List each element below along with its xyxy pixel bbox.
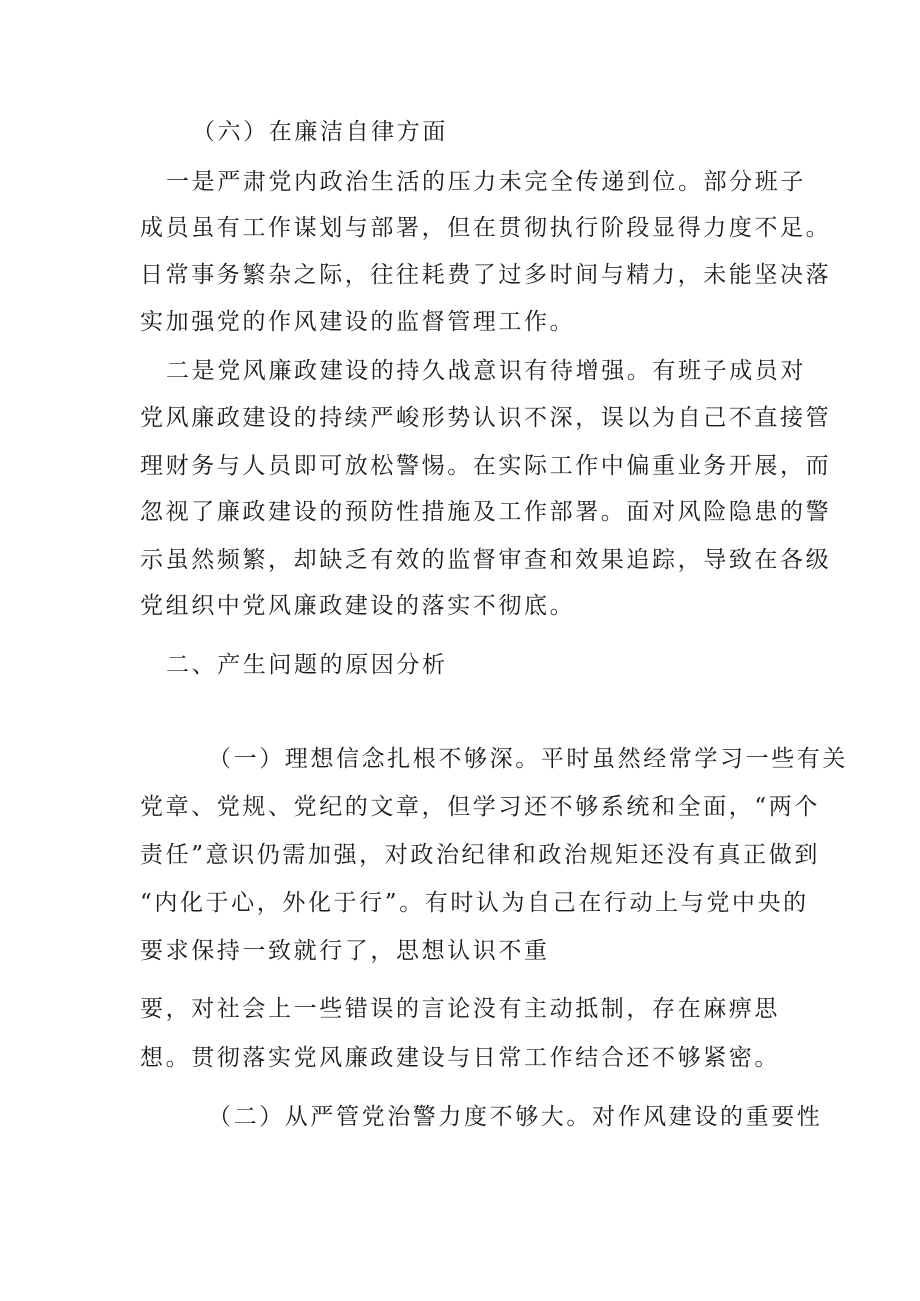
paragraph-line: 实加强党的作风建设的监督管理工作。 xyxy=(140,309,576,335)
paragraph-line: （二）从严管党治警力度不够大。对作风建设的重要性 xyxy=(208,1104,823,1130)
paragraph-line: 党章、党规、党纪的文章，但学习还不够系统和全面，“两个 xyxy=(140,794,820,820)
paragraph-line: 要，对社会上一些错误的言论没有主动抵制，存在麻痹思 xyxy=(140,996,780,1022)
paragraph-line: 理财务与人员即可放松警惕。在实际工作中偏重业务开展，而 xyxy=(140,453,832,479)
paragraph-line: 党组织中党风廉政建设的落实不彻底。 xyxy=(140,593,576,619)
part-heading: 二、产生问题的原因分析 xyxy=(166,652,448,678)
paragraph-line: 忽视了廉政建设的预防性措施及工作部署。面对风险隐患的警 xyxy=(140,499,832,525)
paragraph-line: 党风廉政建设的持续严峻形势认识不深，误以为自己不直接管 xyxy=(140,405,832,431)
paragraph-line: 想。贯彻落实党风廉政建设与日常工作结合还不够紧密。 xyxy=(140,1045,780,1071)
paragraph-line: （一）理想信念扎根不够深。平时虽然经常学习一些有关 xyxy=(208,746,848,772)
paragraph-line: 成员虽有工作谋划与部署，但在贯彻执行阶段显得力度不足。 xyxy=(140,215,832,241)
paragraph-line: 要求保持一致就行了，思想认识不重 xyxy=(140,938,550,964)
paragraph-line: 日常事务繁杂之际，往往耗费了过多时间与精力，未能坚决落 xyxy=(140,262,832,288)
paragraph-line: 示虽然频繁，却缺乏有效的监督审查和效果追踪，导致在各级 xyxy=(140,547,832,573)
section-heading: （六）在廉洁自律方面 xyxy=(192,119,448,145)
paragraph-line: 二是党风廉政建设的持久战意识有待增强。有班子成员对 xyxy=(166,358,806,384)
paragraph-line: 责任”意识仍需加强，对政治纪律和政治规矩还没有真正做到 xyxy=(140,842,820,868)
paragraph-line: 一是严肃党内政治生活的压力未完全传递到位。部分班子 xyxy=(166,169,806,195)
paragraph-line: “内化于心，外化于行”。有时认为自己在行动上与党中央的 xyxy=(140,890,809,916)
